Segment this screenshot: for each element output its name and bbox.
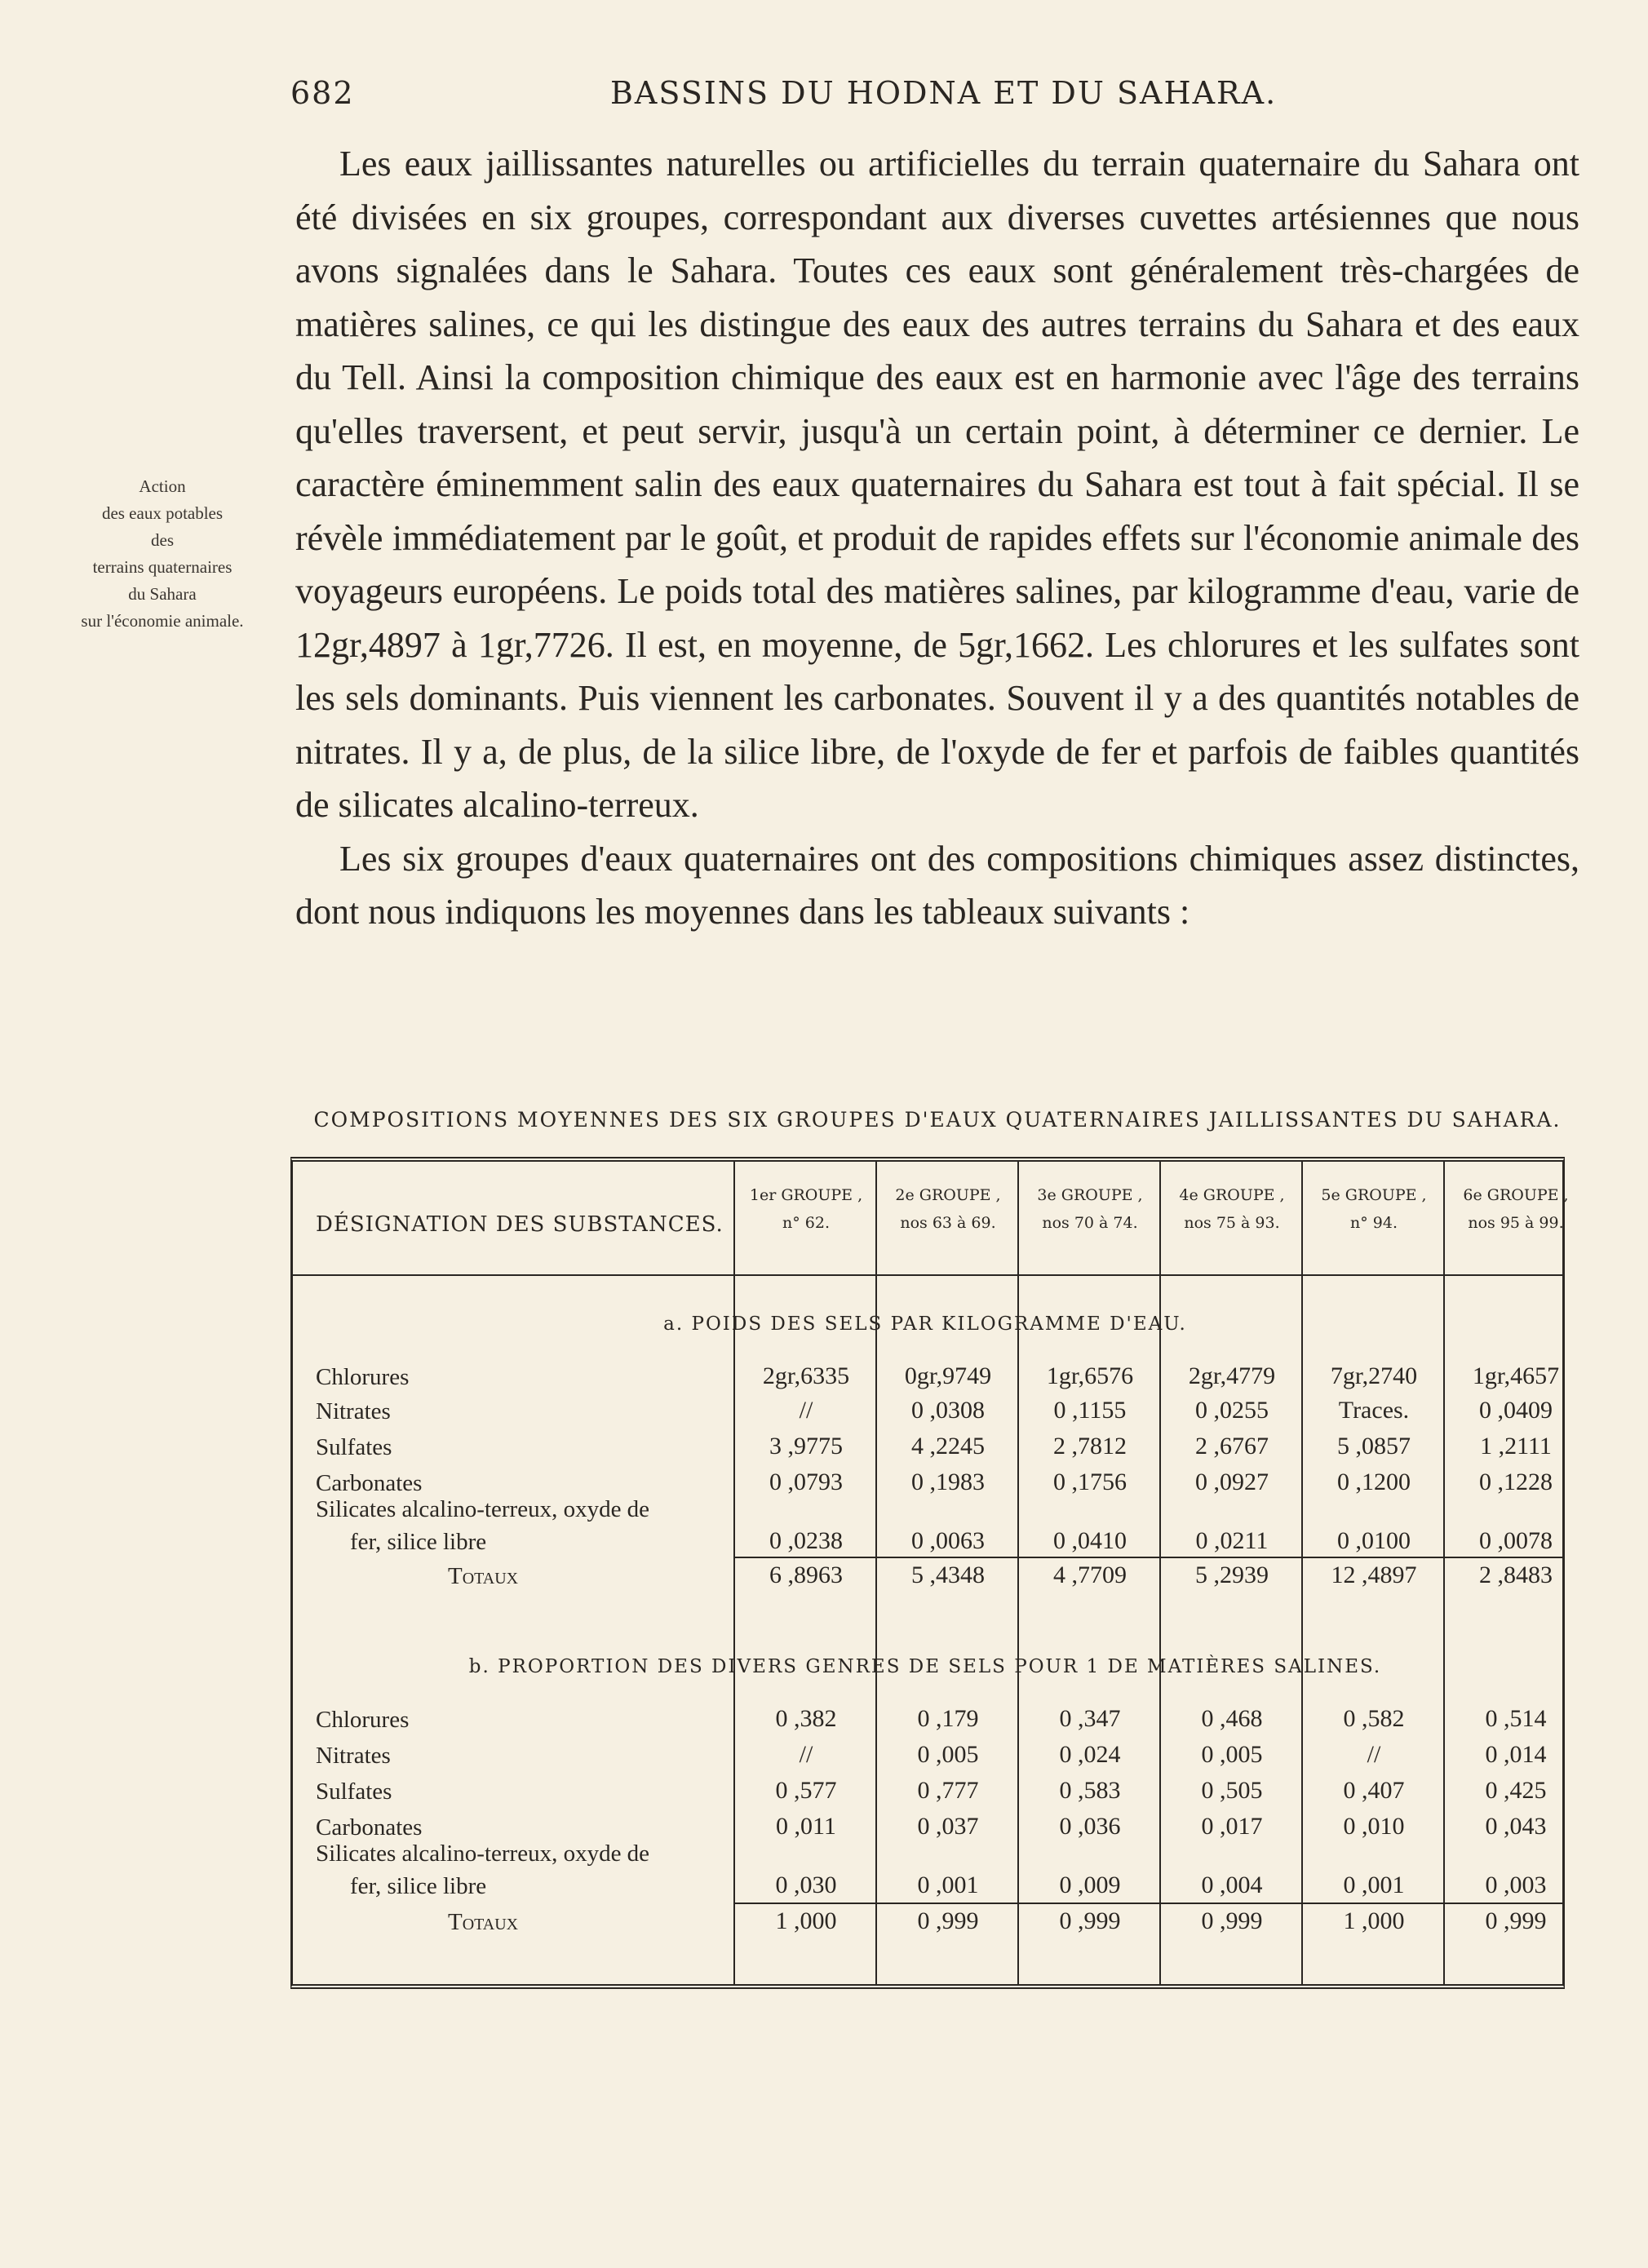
table-cell: // — [799, 1397, 813, 1424]
margin-note — [52, 473, 272, 635]
row-label: Chlorures — [316, 1707, 410, 1733]
table-cell: 0 ,003 — [1485, 1872, 1547, 1898]
table-cell: 0 ,001 — [917, 1872, 979, 1898]
row-label: Silicates alcalino-terreux, oxyde de — [316, 1496, 650, 1522]
table-cell: Traces. — [1338, 1397, 1410, 1424]
table-cell: 0 ,582 — [1343, 1705, 1405, 1732]
table-cell: 0 ,999 — [917, 1907, 979, 1934]
totals-label: Totaux — [448, 1563, 519, 1589]
table-cell: 0gr,9749 — [904, 1362, 992, 1389]
group-header-numbers: nos 70 à 74. — [1042, 1214, 1138, 1232]
margin-note-line: des eaux potables — [101, 503, 224, 523]
group-header-name: 3e GROUPE , — [1037, 1186, 1143, 1204]
header-rule — [293, 1274, 1562, 1276]
table-cell: 0 ,005 — [1201, 1741, 1263, 1768]
margin-note-line: Action — [139, 476, 186, 496]
page-number: 682 — [290, 75, 355, 111]
table-cell: 0 ,0308 — [911, 1397, 985, 1424]
table-cell: 5 ,4348 — [911, 1561, 985, 1588]
margin-note-line: terrains quaternaires — [92, 557, 233, 577]
table-cell: 5 ,0857 — [1337, 1433, 1411, 1460]
table-cell: 0 ,0078 — [1479, 1527, 1553, 1554]
table-cell: 0 ,1200 — [1337, 1468, 1411, 1495]
designation-header: DÉSIGNATION DES SUBSTANCES. — [316, 1212, 724, 1237]
table-title: COMPOSITIONS MOYENNES DES SIX GROUPES D'EAUX QUATERNAIRES JAILLISSANTES DU SAHARA. — [313, 1108, 1562, 1132]
section-a-heading: a. POIDS DES SELS PAR KILOGRAMME D'EAU. — [663, 1313, 1187, 1335]
table-cell: 2gr,6335 — [762, 1362, 850, 1389]
table-cell: 0 ,009 — [1059, 1872, 1121, 1898]
table-cell: 0 ,0211 — [1195, 1527, 1269, 1554]
table-cell: 0 ,0793 — [769, 1468, 843, 1495]
table-cell: 0 ,999 — [1201, 1907, 1263, 1934]
table-cell: 0 ,577 — [775, 1777, 837, 1804]
table-cell: 0 ,0927 — [1195, 1468, 1269, 1495]
table-cell: 0 ,999 — [1059, 1907, 1121, 1934]
row-label-cont: fer, silice libre — [350, 1873, 487, 1899]
table-cell: 0 ,0410 — [1053, 1527, 1127, 1554]
table-cell: 2 ,8483 — [1479, 1561, 1553, 1588]
table-cell: 0 ,036 — [1059, 1813, 1121, 1840]
table-cell: 0 ,382 — [775, 1705, 837, 1732]
table-cell: 0 ,505 — [1201, 1777, 1263, 1804]
table-cell: 0 ,024 — [1059, 1741, 1121, 1768]
table-cell: 0 ,583 — [1059, 1777, 1121, 1804]
table-cell: 0 ,0238 — [769, 1527, 843, 1554]
table-cell: 0 ,1983 — [911, 1468, 985, 1495]
row-label: Nitrates — [316, 1743, 391, 1769]
table-cell: 0 ,0409 — [1479, 1397, 1553, 1424]
table-cell: 0 ,017 — [1201, 1813, 1263, 1840]
group-header-numbers: nos 75 à 93. — [1184, 1214, 1280, 1232]
group-header-numbers: nos 63 à 69. — [900, 1214, 996, 1232]
table-cell: 3 ,9775 — [769, 1433, 843, 1460]
group-header-name: 6e GROUPE , — [1463, 1186, 1569, 1204]
paragraph: Les eaux jaillissantes naturelles ou artificielles du terrain quaternaire du Sahara ont été divisées en six groupes, correspondant aux diverses cuvettes artésiennes que nous avons signalées dans le Sahara. Toutes ces eaux sont généralement très-chargées de matières salines, ce qui les distingue des eaux des autres terrains du Sahara et des eaux du Tell. Ainsi la composition chimique des eaux est en harmonie avec l'âge des terrains qu'elles traversent, et peut servir, jusqu'à un certain point, à déterminer ce dernier. Le caractère éminemment salin des eaux quaternaires du Sahara est tout à fait spécial. Il se révèle immédiatement par le goût, et produit de rapides effets sur l'économie animale des voyageurs européens. Le poids total des matières salines, par kilogramme d'eau, varie de 12gr,4897 à 1gr,7726. Il est, en moyenne, de 5gr,1662. Les chlorures et les sulfates sont les sels dominants. Puis viennent les carbonates. Souvent il y a des quantités notables de nitrates. Il y a, de plus, de la silice libre, de l'oxyde de fer et parfois de faibles quantités de silicates alcalino-terreux. — [295, 144, 1579, 825]
group-header-numbers: n° 62. — [782, 1214, 830, 1232]
group-header-numbers: nos 95 à 99. — [1468, 1214, 1564, 1232]
table-cell: 1gr,4657 — [1472, 1362, 1560, 1389]
totals-label: Totaux — [448, 1909, 519, 1935]
table-cell: 2 ,6767 — [1195, 1433, 1269, 1460]
table-cell: 0 ,030 — [775, 1872, 837, 1898]
table-cell: 0 ,011 — [776, 1813, 836, 1840]
table-cell: 1 ,000 — [775, 1907, 837, 1934]
table-cell: 0 ,514 — [1485, 1705, 1547, 1732]
table-cell: // — [1367, 1741, 1381, 1768]
table-cell: 5 ,2939 — [1195, 1561, 1269, 1588]
table-cell: 0 ,468 — [1201, 1705, 1263, 1732]
table-cell: 0 ,347 — [1059, 1705, 1121, 1732]
table-cell: 0 ,999 — [1485, 1907, 1547, 1934]
group-header-name: 2e GROUPE , — [895, 1186, 1001, 1204]
table-cell: 2gr,4779 — [1188, 1362, 1276, 1389]
table-cell: // — [799, 1741, 813, 1768]
row-label: Silicates alcalino-terreux, oxyde de — [316, 1841, 650, 1867]
table-cell: 0 ,014 — [1485, 1741, 1547, 1768]
table-cell: 2 ,7812 — [1053, 1433, 1127, 1460]
table-cell: 0 ,1756 — [1053, 1468, 1127, 1495]
table-cell: 0 ,0255 — [1195, 1397, 1269, 1424]
table-cell: 1gr,6576 — [1046, 1362, 1134, 1389]
totals-rule — [735, 1557, 1562, 1558]
group-header-name: 1er GROUPE , — [749, 1186, 863, 1204]
table-cell: 1 ,000 — [1343, 1907, 1405, 1934]
group-header-name: 5e GROUPE , — [1321, 1186, 1427, 1204]
row-label: Carbonates — [316, 1470, 423, 1496]
row-label: Sulfates — [316, 1434, 392, 1460]
section-b-heading: b. PROPORTION DES DIVERS GENRES DE SELS POUR 1 DE MATIÈRES SALINES. — [468, 1656, 1382, 1677]
table-cell: 0 ,010 — [1343, 1813, 1405, 1840]
row-label: Carbonates — [316, 1814, 423, 1841]
table-cell: 0 ,004 — [1201, 1872, 1263, 1898]
row-label-cont: fer, silice libre — [350, 1529, 487, 1555]
table-cell: 0 ,0063 — [911, 1527, 985, 1554]
table-cell: 0 ,777 — [917, 1777, 979, 1804]
table-cell: 0 ,407 — [1343, 1777, 1405, 1804]
row-label: Sulfates — [316, 1779, 392, 1805]
table-cell: 0 ,1155 — [1053, 1397, 1127, 1424]
table-cell: 0 ,005 — [917, 1741, 979, 1768]
table-cell: 6 ,8963 — [769, 1561, 843, 1588]
margin-note-line: du Sahara — [128, 584, 197, 604]
table-cell: 0 ,0100 — [1337, 1527, 1411, 1554]
row-label: Nitrates — [316, 1398, 391, 1424]
table-cell: 0 ,037 — [917, 1813, 979, 1840]
table-cell: 7gr,2740 — [1330, 1362, 1418, 1389]
table-cell: 4 ,7709 — [1053, 1561, 1127, 1588]
margin-note-line: sur l'économie animale. — [81, 611, 244, 631]
table-cell: 0 ,425 — [1485, 1777, 1547, 1804]
table-cell: 1 ,2111 — [1480, 1433, 1552, 1460]
table-cell: 0 ,1228 — [1479, 1468, 1553, 1495]
margin-note-line: des — [151, 530, 174, 550]
group-header-numbers: n° 94. — [1350, 1214, 1398, 1232]
table-cell: 4 ,2245 — [911, 1433, 985, 1460]
paragraph: Les six groupes d'eaux quaternaires ont des compositions chimiques assez distinctes, dont nous indiquons les moyennes dans les tableaux suivants : — [295, 838, 1579, 932]
totals-rule — [735, 1903, 1562, 1904]
row-label: Chlorures — [316, 1364, 410, 1390]
body-text — [295, 137, 1579, 939]
composition-table — [290, 1157, 1569, 1989]
table-cell: 0 ,043 — [1485, 1813, 1547, 1840]
table-cell: 12 ,4897 — [1331, 1561, 1417, 1588]
running-title: BASSINS DU HODNA ET DU SAHARA. — [610, 75, 1278, 111]
group-header-name: 4e GROUPE , — [1179, 1186, 1285, 1204]
table-cell: 0 ,179 — [917, 1705, 979, 1732]
table-cell: 0 ,001 — [1343, 1872, 1405, 1898]
